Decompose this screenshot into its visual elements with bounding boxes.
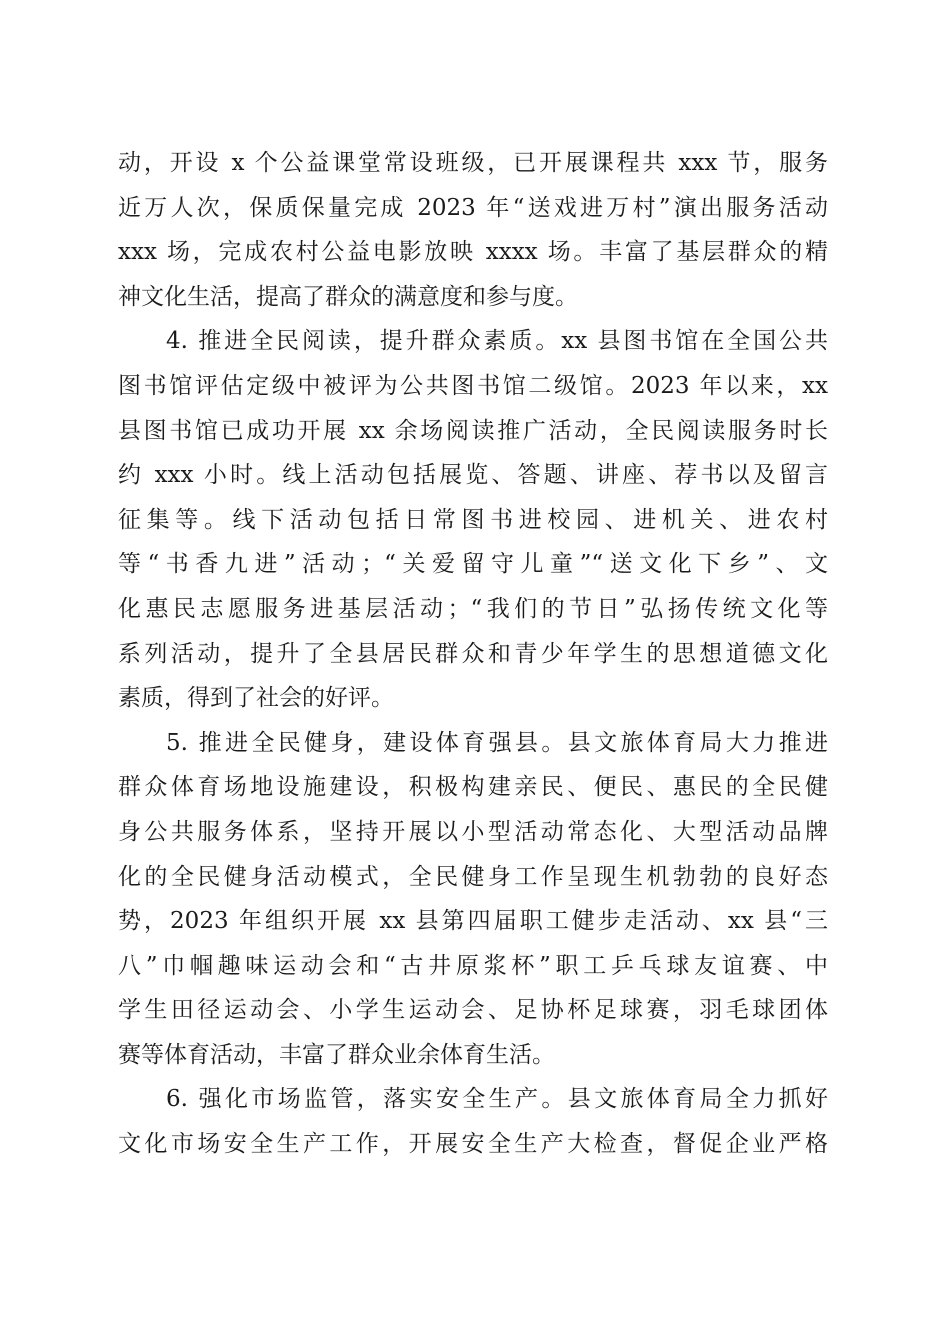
text-line: 4. 推进全民阅读，提升群众素质。xx 县图书馆在全国公共 xyxy=(166,328,828,355)
text-line: 近万人次，保质保量完成 2023 年“送戏进万村”演出服务活动 xyxy=(118,194,828,221)
paragraph-national-fitness xyxy=(118,721,828,1078)
text-line: 征集等。线下活动包括日常图书进校园、进机关、进农村 xyxy=(118,506,828,533)
paragraph-national-reading xyxy=(118,319,828,720)
text-line: 文化市场安全生产工作，开展安全生产大检查，督促企业严格 xyxy=(118,1131,828,1158)
paragraph-market-supervision xyxy=(118,1077,828,1166)
text-line: 赛等体育活动，丰富了群众业余体育生活。 xyxy=(118,1041,555,1068)
text-line: 动，开设 x 个公益课堂常设班级，已开展课程共 xxx 节，服务 xyxy=(118,150,828,176)
text-line: 化的全民健身活动模式，全民健身工作呈现生机勃勃的良好态 xyxy=(118,863,828,890)
text-line: 群众体育场地设施建设，积极构建亲民、便民、惠民的全民健 xyxy=(118,774,828,801)
paragraph-public-culture-continued xyxy=(118,141,828,319)
text-line: 化惠民志愿服务进基层活动；“我们的节日”弘扬传统文化等 xyxy=(118,595,828,622)
text-line: 势，2023 年组织开展 xx 县第四届职工健步走活动、xx 县“三 xyxy=(118,908,828,935)
text-line: 素质，得到了社会的好评。 xyxy=(118,685,394,712)
text-line: 约 xxx 小时。线上活动包括展览、答题、讲座、荐书以及留言 xyxy=(118,462,828,489)
text-line: 神文化生活，提高了群众的满意度和参与度。 xyxy=(118,283,578,310)
text-line: 学生田径运动会、小学生运动会、足协杯足球赛，羽毛球团体 xyxy=(118,997,828,1024)
text-line: 系列活动，提升了全县居民群众和青少年学生的思想道德文化 xyxy=(118,640,828,667)
text-line: 八”巾帼趣味运动会和“古井原浆杯”职工乒乓球友谊赛、中 xyxy=(118,952,828,979)
text-line: xxx 场，完成农村公益电影放映 xxxx 场。丰富了基层群众的精 xyxy=(118,239,828,266)
text-line: 县图书馆已成功开展 xx 余场阅读推广活动，全民阅读服务时长 xyxy=(118,417,828,444)
text-line: 图书馆评估定级中被评为公共图书馆二级馆。2023 年以来，xx xyxy=(118,372,828,399)
text-line: 等“书香九进”活动；“关爱留守儿童”“送文化下乡”、文 xyxy=(118,551,828,578)
text-line: 6. 强化市场监管，落实安全生产。县文旅体育局全力抓好 xyxy=(166,1086,828,1113)
text-line: 身公共服务体系，坚持开展以小型活动常态化、大型活动品牌 xyxy=(118,818,828,845)
body-text xyxy=(118,141,828,1167)
text-line: 5. 推进全民健身，建设体育强县。县文旅体育局大力推进 xyxy=(166,729,828,756)
